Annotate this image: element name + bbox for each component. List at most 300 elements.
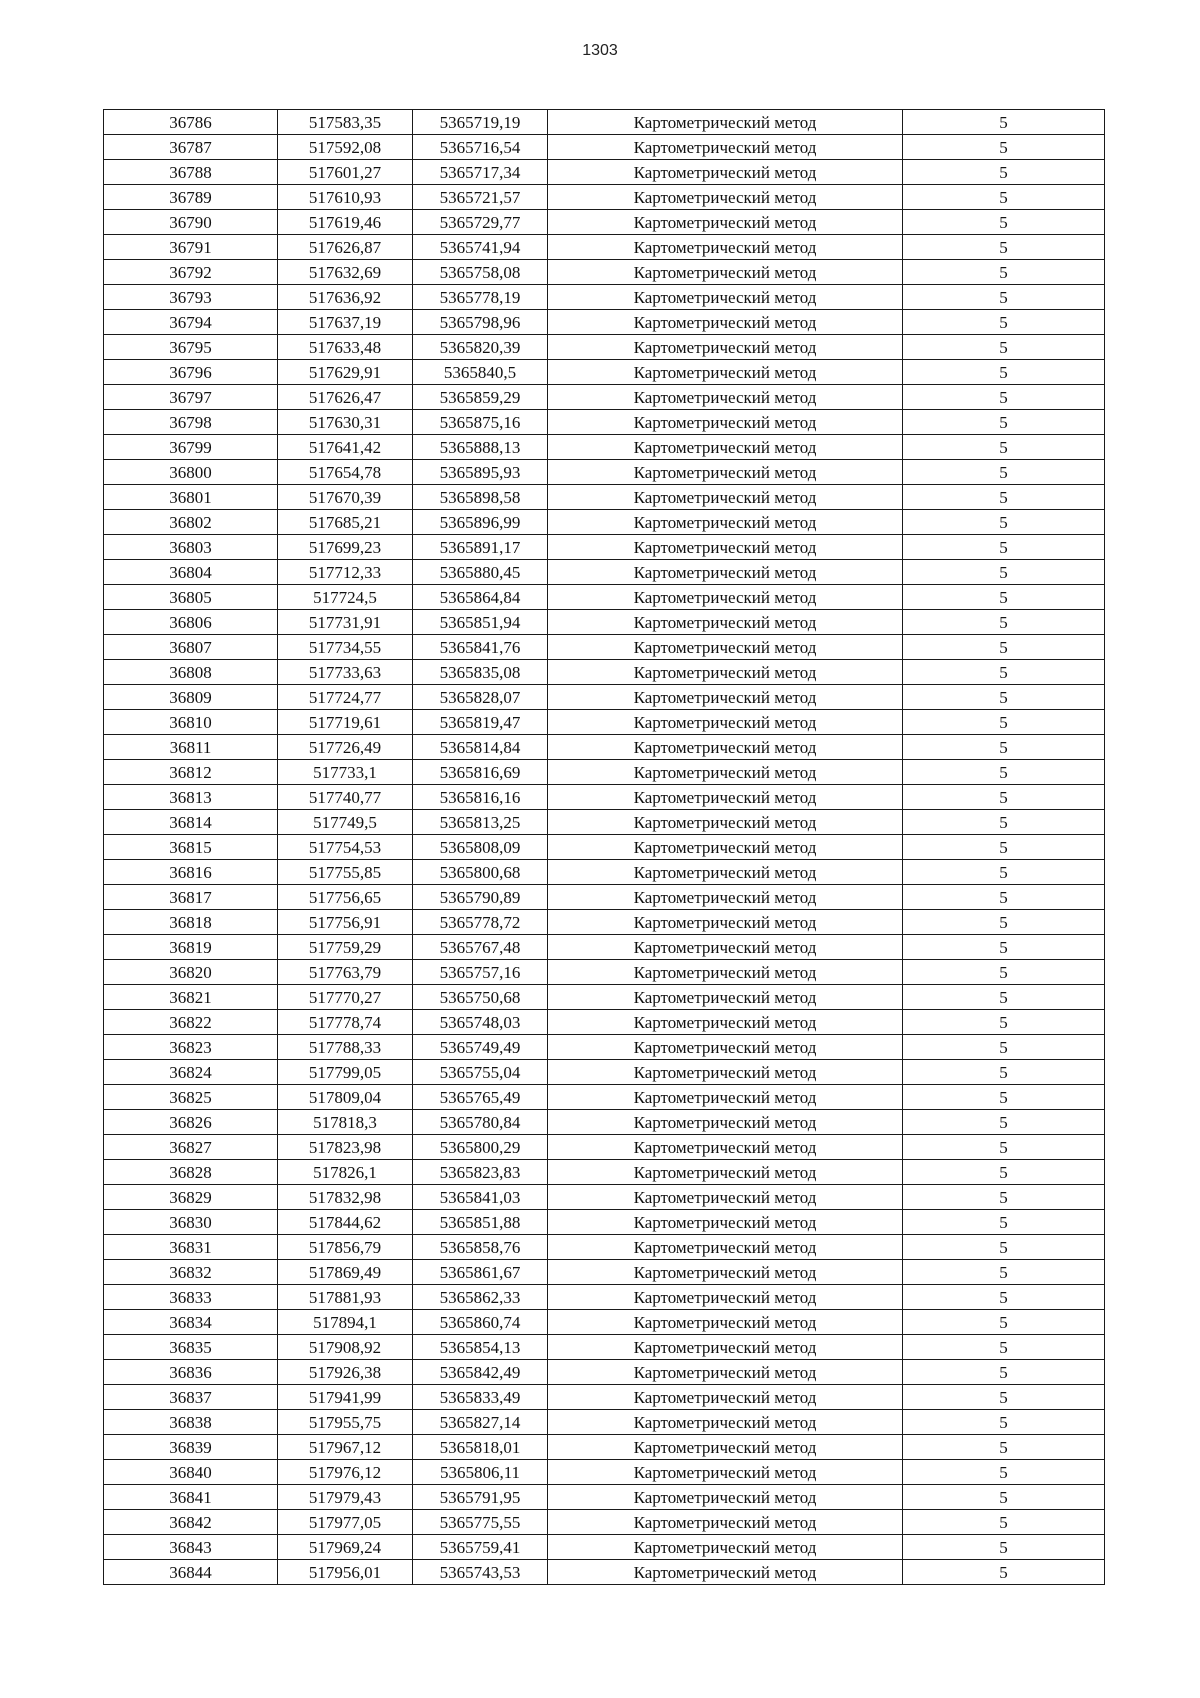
method-cell: Картометрический метод [548, 635, 903, 660]
y-coordinate-cell: 5365833,49 [413, 1385, 548, 1410]
accuracy-cell: 5 [903, 810, 1105, 835]
y-coordinate-cell: 5365891,17 [413, 535, 548, 560]
method-cell: Картометрический метод [548, 135, 903, 160]
table-row [104, 1085, 1105, 1110]
x-coordinate-cell: 517699,23 [278, 535, 413, 560]
accuracy-cell: 5 [903, 735, 1105, 760]
x-coordinate-cell: 517926,38 [278, 1360, 413, 1385]
point-number-cell: 36825 [104, 1085, 278, 1110]
accuracy-cell: 5 [903, 235, 1105, 260]
table-row [104, 1310, 1105, 1335]
accuracy-cell: 5 [903, 1310, 1105, 1335]
point-number-cell: 36796 [104, 360, 278, 385]
x-coordinate-cell: 517754,53 [278, 835, 413, 860]
point-number-cell: 36808 [104, 660, 278, 685]
method-cell: Картометрический метод [548, 710, 903, 735]
point-number-cell: 36814 [104, 810, 278, 835]
table-row [104, 960, 1105, 985]
table-row [104, 1510, 1105, 1535]
y-coordinate-cell: 5365860,74 [413, 1310, 548, 1335]
table-row [104, 810, 1105, 835]
x-coordinate-cell: 517788,33 [278, 1035, 413, 1060]
method-cell: Картометрический метод [548, 860, 903, 885]
point-number-cell: 36839 [104, 1435, 278, 1460]
accuracy-cell: 5 [903, 385, 1105, 410]
y-coordinate-cell: 5365721,57 [413, 185, 548, 210]
accuracy-cell: 5 [903, 960, 1105, 985]
method-cell: Картометрический метод [548, 485, 903, 510]
x-coordinate-cell: 517778,74 [278, 1010, 413, 1035]
point-number-cell: 36834 [104, 1310, 278, 1335]
y-coordinate-cell: 5365828,07 [413, 685, 548, 710]
x-coordinate-cell: 517685,21 [278, 510, 413, 535]
method-cell: Картометрический метод [548, 1260, 903, 1285]
y-coordinate-cell: 5365758,08 [413, 260, 548, 285]
method-cell: Картометрический метод [548, 410, 903, 435]
accuracy-cell: 5 [903, 1510, 1105, 1535]
x-coordinate-cell: 517632,69 [278, 260, 413, 285]
accuracy-cell: 5 [903, 710, 1105, 735]
accuracy-cell: 5 [903, 635, 1105, 660]
x-coordinate-cell: 517712,33 [278, 560, 413, 585]
accuracy-cell: 5 [903, 110, 1105, 135]
method-cell: Картометрический метод [548, 1210, 903, 1235]
method-cell: Картометрический метод [548, 735, 903, 760]
y-coordinate-cell: 5365814,84 [413, 735, 548, 760]
x-coordinate-cell: 517724,77 [278, 685, 413, 710]
x-coordinate-cell: 517856,79 [278, 1235, 413, 1260]
table-row [104, 1485, 1105, 1510]
accuracy-cell: 5 [903, 535, 1105, 560]
table-row [104, 210, 1105, 235]
x-coordinate-cell: 517630,31 [278, 410, 413, 435]
point-number-cell: 36805 [104, 585, 278, 610]
point-number-cell: 36828 [104, 1160, 278, 1185]
method-cell: Картометрический метод [548, 535, 903, 560]
point-number-cell: 36786 [104, 110, 278, 135]
x-coordinate-cell: 517759,29 [278, 935, 413, 960]
method-cell: Картометрический метод [548, 835, 903, 860]
accuracy-cell: 5 [903, 260, 1105, 285]
method-cell: Картометрический метод [548, 1310, 903, 1335]
y-coordinate-cell: 5365791,95 [413, 1485, 548, 1510]
x-coordinate-cell: 517799,05 [278, 1060, 413, 1085]
point-number-cell: 36787 [104, 135, 278, 160]
y-coordinate-cell: 5365778,19 [413, 285, 548, 310]
method-cell: Картометрический метод [548, 1510, 903, 1535]
accuracy-cell: 5 [903, 1260, 1105, 1285]
point-number-cell: 36822 [104, 1010, 278, 1035]
accuracy-cell: 5 [903, 360, 1105, 385]
x-coordinate-cell: 517724,5 [278, 585, 413, 610]
accuracy-cell: 5 [903, 985, 1105, 1010]
method-cell: Картометрический метод [548, 335, 903, 360]
x-coordinate-cell: 517844,62 [278, 1210, 413, 1235]
accuracy-cell: 5 [903, 1210, 1105, 1235]
y-coordinate-cell: 5365755,04 [413, 1060, 548, 1085]
accuracy-cell: 5 [903, 1160, 1105, 1185]
table-row [104, 410, 1105, 435]
y-coordinate-cell: 5365818,01 [413, 1435, 548, 1460]
method-cell: Картометрический метод [548, 510, 903, 535]
point-number-cell: 36813 [104, 785, 278, 810]
method-cell: Картометрический метод [548, 210, 903, 235]
table-row [104, 1235, 1105, 1260]
accuracy-cell: 5 [903, 1385, 1105, 1410]
x-coordinate-cell: 517826,1 [278, 1160, 413, 1185]
x-coordinate-cell: 517733,1 [278, 760, 413, 785]
table-row [104, 735, 1105, 760]
y-coordinate-cell: 5365842,49 [413, 1360, 548, 1385]
y-coordinate-cell: 5365765,49 [413, 1085, 548, 1110]
accuracy-cell: 5 [903, 835, 1105, 860]
x-coordinate-cell: 517881,93 [278, 1285, 413, 1310]
point-number-cell: 36798 [104, 410, 278, 435]
point-number-cell: 36829 [104, 1185, 278, 1210]
table-row [104, 1210, 1105, 1235]
point-number-cell: 36809 [104, 685, 278, 710]
method-cell: Картометрический метод [548, 1335, 903, 1360]
x-coordinate-cell: 517583,35 [278, 110, 413, 135]
accuracy-cell: 5 [903, 885, 1105, 910]
y-coordinate-cell: 5365854,13 [413, 1335, 548, 1360]
point-number-cell: 36804 [104, 560, 278, 585]
table-row [104, 1435, 1105, 1460]
method-cell: Картометрический метод [548, 585, 903, 610]
method-cell: Картометрический метод [548, 1035, 903, 1060]
accuracy-cell: 5 [903, 1335, 1105, 1360]
accuracy-cell: 5 [903, 1460, 1105, 1485]
method-cell: Картометрический метод [548, 1160, 903, 1185]
accuracy-cell: 5 [903, 1285, 1105, 1310]
method-cell: Картометрический метод [548, 1060, 903, 1085]
method-cell: Картометрический метод [548, 1485, 903, 1510]
y-coordinate-cell: 5365862,33 [413, 1285, 548, 1310]
x-coordinate-cell: 517894,1 [278, 1310, 413, 1335]
point-number-cell: 36806 [104, 610, 278, 635]
accuracy-cell: 5 [903, 1035, 1105, 1060]
method-cell: Картометрический метод [548, 935, 903, 960]
accuracy-cell: 5 [903, 1435, 1105, 1460]
y-coordinate-cell: 5365729,77 [413, 210, 548, 235]
table-row [104, 360, 1105, 385]
point-number-cell: 36820 [104, 960, 278, 985]
x-coordinate-cell: 517869,49 [278, 1260, 413, 1285]
x-coordinate-cell: 517809,04 [278, 1085, 413, 1110]
y-coordinate-cell: 5365816,16 [413, 785, 548, 810]
point-number-cell: 36843 [104, 1535, 278, 1560]
x-coordinate-cell: 517969,24 [278, 1535, 413, 1560]
method-cell: Картометрический метод [548, 1185, 903, 1210]
table-row [104, 835, 1105, 860]
point-number-cell: 36842 [104, 1510, 278, 1535]
point-number-cell: 36833 [104, 1285, 278, 1310]
method-cell: Картометрический метод [548, 160, 903, 185]
point-number-cell: 36797 [104, 385, 278, 410]
method-cell: Картометрический метод [548, 660, 903, 685]
method-cell: Картометрический метод [548, 310, 903, 335]
accuracy-cell: 5 [903, 460, 1105, 485]
coordinates-table-body [104, 110, 1105, 1585]
accuracy-cell: 5 [903, 1535, 1105, 1560]
y-coordinate-cell: 5365757,16 [413, 960, 548, 985]
table-row [104, 310, 1105, 335]
y-coordinate-cell: 5365840,5 [413, 360, 548, 385]
point-number-cell: 36811 [104, 735, 278, 760]
y-coordinate-cell: 5365767,48 [413, 935, 548, 960]
point-number-cell: 36807 [104, 635, 278, 660]
accuracy-cell: 5 [903, 485, 1105, 510]
x-coordinate-cell: 517832,98 [278, 1185, 413, 1210]
x-coordinate-cell: 517977,05 [278, 1510, 413, 1535]
point-number-cell: 36788 [104, 160, 278, 185]
point-number-cell: 36789 [104, 185, 278, 210]
accuracy-cell: 5 [903, 335, 1105, 360]
x-coordinate-cell: 517626,47 [278, 385, 413, 410]
accuracy-cell: 5 [903, 310, 1105, 335]
table-row [104, 1135, 1105, 1160]
x-coordinate-cell: 517818,3 [278, 1110, 413, 1135]
point-number-cell: 36810 [104, 710, 278, 735]
table-row [104, 785, 1105, 810]
accuracy-cell: 5 [903, 685, 1105, 710]
accuracy-cell: 5 [903, 560, 1105, 585]
table-row [104, 610, 1105, 635]
method-cell: Картометрический метод [548, 235, 903, 260]
table-row [104, 285, 1105, 310]
y-coordinate-cell: 5365880,45 [413, 560, 548, 585]
accuracy-cell: 5 [903, 160, 1105, 185]
x-coordinate-cell: 517654,78 [278, 460, 413, 485]
method-cell: Картометрический метод [548, 1460, 903, 1485]
y-coordinate-cell: 5365864,84 [413, 585, 548, 610]
x-coordinate-cell: 517641,42 [278, 435, 413, 460]
x-coordinate-cell: 517756,65 [278, 885, 413, 910]
table-row [104, 335, 1105, 360]
y-coordinate-cell: 5365743,53 [413, 1560, 548, 1585]
point-number-cell: 36790 [104, 210, 278, 235]
x-coordinate-cell: 517726,49 [278, 735, 413, 760]
x-coordinate-cell: 517592,08 [278, 135, 413, 160]
y-coordinate-cell: 5365719,19 [413, 110, 548, 135]
accuracy-cell: 5 [903, 585, 1105, 610]
y-coordinate-cell: 5365816,69 [413, 760, 548, 785]
accuracy-cell: 5 [903, 210, 1105, 235]
x-coordinate-cell: 517637,19 [278, 310, 413, 335]
y-coordinate-cell: 5365775,55 [413, 1510, 548, 1535]
x-coordinate-cell: 517967,12 [278, 1435, 413, 1460]
y-coordinate-cell: 5365835,08 [413, 660, 548, 685]
method-cell: Картометрический метод [548, 1360, 903, 1385]
point-number-cell: 36816 [104, 860, 278, 885]
y-coordinate-cell: 5365750,68 [413, 985, 548, 1010]
y-coordinate-cell: 5365749,49 [413, 1035, 548, 1060]
x-coordinate-cell: 517955,75 [278, 1410, 413, 1435]
x-coordinate-cell: 517756,91 [278, 910, 413, 935]
table-row [104, 535, 1105, 560]
y-coordinate-cell: 5365800,68 [413, 860, 548, 885]
table-row [104, 1185, 1105, 1210]
coordinates-table [103, 109, 1105, 1585]
point-number-cell: 36830 [104, 1210, 278, 1235]
y-coordinate-cell: 5365808,09 [413, 835, 548, 860]
table-row [104, 860, 1105, 885]
table-row [104, 660, 1105, 685]
accuracy-cell: 5 [903, 1560, 1105, 1585]
table-row [104, 1560, 1105, 1585]
point-number-cell: 36844 [104, 1560, 278, 1585]
method-cell: Картометрический метод [548, 185, 903, 210]
method-cell: Картометрический метод [548, 1085, 903, 1110]
table-row [104, 1110, 1105, 1135]
y-coordinate-cell: 5365858,76 [413, 1235, 548, 1260]
accuracy-cell: 5 [903, 1085, 1105, 1110]
y-coordinate-cell: 5365748,03 [413, 1010, 548, 1035]
page-number: 1303 [582, 42, 618, 59]
point-number-cell: 36792 [104, 260, 278, 285]
x-coordinate-cell: 517733,63 [278, 660, 413, 685]
y-coordinate-cell: 5365806,11 [413, 1460, 548, 1485]
accuracy-cell: 5 [903, 435, 1105, 460]
point-number-cell: 36791 [104, 235, 278, 260]
table-row [104, 760, 1105, 785]
point-number-cell: 36823 [104, 1035, 278, 1060]
method-cell: Картометрический метод [548, 1535, 903, 1560]
accuracy-cell: 5 [903, 1110, 1105, 1135]
y-coordinate-cell: 5365800,29 [413, 1135, 548, 1160]
method-cell: Картометрический метод [548, 910, 903, 935]
accuracy-cell: 5 [903, 1235, 1105, 1260]
point-number-cell: 36794 [104, 310, 278, 335]
accuracy-cell: 5 [903, 860, 1105, 885]
y-coordinate-cell: 5365820,39 [413, 335, 548, 360]
y-coordinate-cell: 5365780,84 [413, 1110, 548, 1135]
table-row [104, 460, 1105, 485]
table-row [104, 985, 1105, 1010]
point-number-cell: 36836 [104, 1360, 278, 1385]
x-coordinate-cell: 517763,79 [278, 960, 413, 985]
x-coordinate-cell: 517740,77 [278, 785, 413, 810]
point-number-cell: 36818 [104, 910, 278, 935]
accuracy-cell: 5 [903, 760, 1105, 785]
method-cell: Картометрический метод [548, 460, 903, 485]
y-coordinate-cell: 5365716,54 [413, 135, 548, 160]
method-cell: Картометрический метод [548, 760, 903, 785]
point-number-cell: 36819 [104, 935, 278, 960]
x-coordinate-cell: 517823,98 [278, 1135, 413, 1160]
y-coordinate-cell: 5365823,83 [413, 1160, 548, 1185]
table-row [104, 1385, 1105, 1410]
y-coordinate-cell: 5365798,96 [413, 310, 548, 335]
method-cell: Картометрический метод [548, 1010, 903, 1035]
point-number-cell: 36821 [104, 985, 278, 1010]
point-number-cell: 36812 [104, 760, 278, 785]
x-coordinate-cell: 517719,61 [278, 710, 413, 735]
method-cell: Картометрический метод [548, 985, 903, 1010]
method-cell: Картометрический метод [548, 560, 903, 585]
x-coordinate-cell: 517749,5 [278, 810, 413, 835]
table-row [104, 1010, 1105, 1035]
table-row [104, 1260, 1105, 1285]
accuracy-cell: 5 [903, 660, 1105, 685]
table-row [104, 1360, 1105, 1385]
table-row [104, 235, 1105, 260]
method-cell: Картометрический метод [548, 385, 903, 410]
x-coordinate-cell: 517610,93 [278, 185, 413, 210]
table-row [104, 510, 1105, 535]
y-coordinate-cell: 5365813,25 [413, 810, 548, 835]
accuracy-cell: 5 [903, 510, 1105, 535]
table-row [104, 885, 1105, 910]
table-row [104, 1335, 1105, 1360]
accuracy-cell: 5 [903, 410, 1105, 435]
method-cell: Картометрический метод [548, 1235, 903, 1260]
method-cell: Картометрический метод [548, 1435, 903, 1460]
accuracy-cell: 5 [903, 185, 1105, 210]
table-row [104, 1035, 1105, 1060]
y-coordinate-cell: 5365759,41 [413, 1535, 548, 1560]
method-cell: Картометрический метод [548, 435, 903, 460]
y-coordinate-cell: 5365717,34 [413, 160, 548, 185]
point-number-cell: 36799 [104, 435, 278, 460]
table-row [104, 935, 1105, 960]
x-coordinate-cell: 517908,92 [278, 1335, 413, 1360]
method-cell: Картометрический метод [548, 885, 903, 910]
y-coordinate-cell: 5365841,03 [413, 1185, 548, 1210]
method-cell: Картометрический метод [548, 285, 903, 310]
y-coordinate-cell: 5365888,13 [413, 435, 548, 460]
accuracy-cell: 5 [903, 935, 1105, 960]
table-row [104, 1285, 1105, 1310]
y-coordinate-cell: 5365819,47 [413, 710, 548, 735]
x-coordinate-cell: 517941,99 [278, 1385, 413, 1410]
table-row [104, 1410, 1105, 1435]
point-number-cell: 36817 [104, 885, 278, 910]
y-coordinate-cell: 5365898,58 [413, 485, 548, 510]
table-row [104, 685, 1105, 710]
x-coordinate-cell: 517956,01 [278, 1560, 413, 1585]
y-coordinate-cell: 5365875,16 [413, 410, 548, 435]
method-cell: Картометрический метод [548, 1285, 903, 1310]
x-coordinate-cell: 517734,55 [278, 635, 413, 660]
table-row [104, 185, 1105, 210]
point-number-cell: 36831 [104, 1235, 278, 1260]
point-number-cell: 36801 [104, 485, 278, 510]
table-row [104, 560, 1105, 585]
method-cell: Картометрический метод [548, 1410, 903, 1435]
x-coordinate-cell: 517770,27 [278, 985, 413, 1010]
point-number-cell: 36835 [104, 1335, 278, 1360]
table-row [104, 1160, 1105, 1185]
table-row [104, 260, 1105, 285]
table-row [104, 385, 1105, 410]
method-cell: Картометрический метод [548, 360, 903, 385]
point-number-cell: 36803 [104, 535, 278, 560]
table-row [104, 160, 1105, 185]
accuracy-cell: 5 [903, 1485, 1105, 1510]
accuracy-cell: 5 [903, 1185, 1105, 1210]
y-coordinate-cell: 5365778,72 [413, 910, 548, 935]
accuracy-cell: 5 [903, 1060, 1105, 1085]
point-number-cell: 36841 [104, 1485, 278, 1510]
method-cell: Картометрический метод [548, 260, 903, 285]
method-cell: Картометрический метод [548, 610, 903, 635]
table-row [104, 485, 1105, 510]
y-coordinate-cell: 5365827,14 [413, 1410, 548, 1435]
point-number-cell: 36826 [104, 1110, 278, 1135]
point-number-cell: 36824 [104, 1060, 278, 1085]
method-cell: Картометрический метод [548, 785, 903, 810]
